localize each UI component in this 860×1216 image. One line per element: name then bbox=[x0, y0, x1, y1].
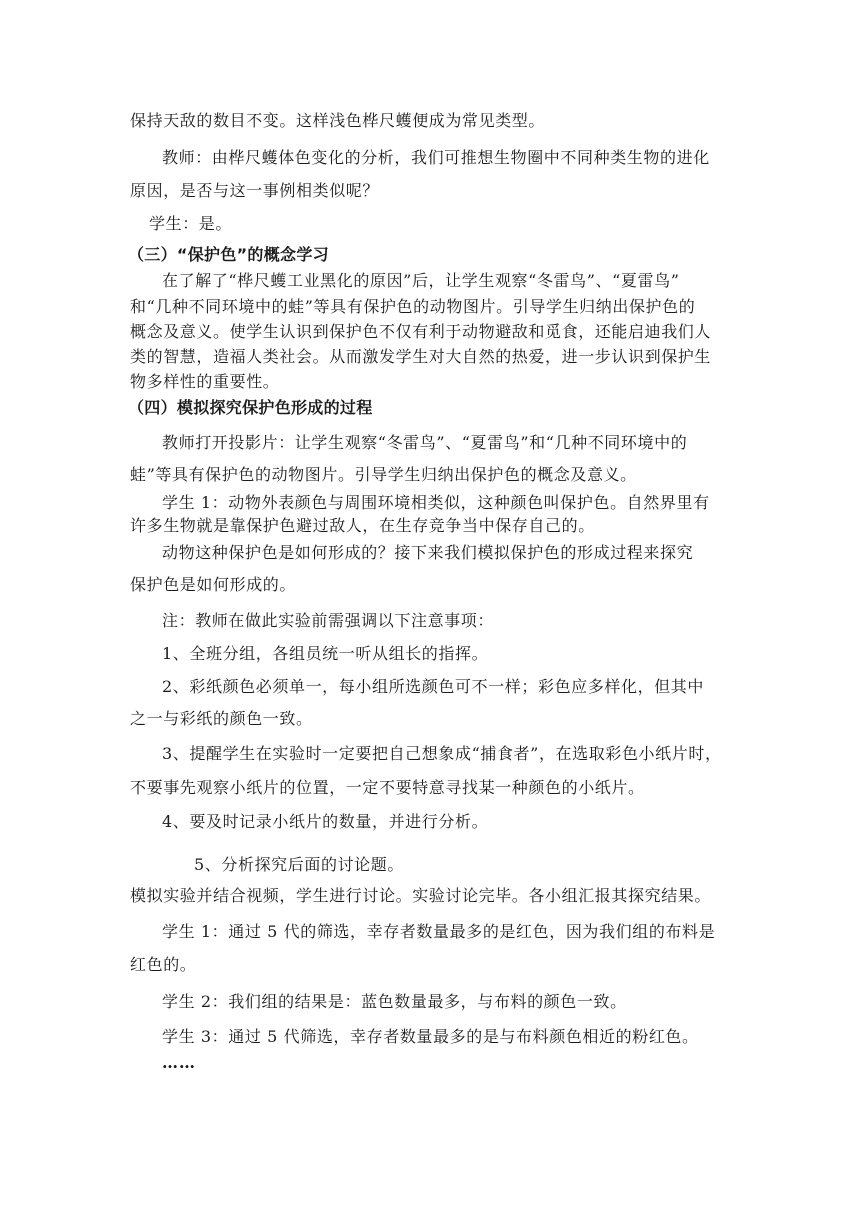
paragraph-line: 模拟实验并结合视频，学生进行讨论。实验讨论完毕。各小组汇报其探究结果。 bbox=[130, 886, 712, 905]
paragraph-line: 原因，是否与这一事例相类似呢？ bbox=[130, 181, 380, 200]
section-heading: （四）模拟探究保护色形成的过程 bbox=[128, 398, 373, 417]
paragraph-line: 学生 3：通过 5 代筛选，幸存者数量最多的是与布料颜色相近的粉红色。 bbox=[162, 1027, 699, 1046]
paragraph-line: 保持天敌的数目不变。这样浅色桦尺蠖便成为常见类型。 bbox=[130, 111, 546, 130]
paragraph-line: 动物这种保护色是如何形成的？接下来我们模拟保护色的形成过程来探究 bbox=[162, 543, 694, 562]
ellipsis: …… bbox=[162, 1053, 196, 1072]
paragraph-line: 在了解了“桦尺蠖工业黑化的原因”后，让学生观察“冬雷鸟”、“夏雷鸟” bbox=[162, 271, 680, 290]
paragraph-line: 注：教师在做此实验前需强调以下注意事项： bbox=[162, 611, 495, 630]
section-heading: （三）“保护色”的概念学习 bbox=[128, 245, 329, 264]
paragraph-line: 保护色是如何形成的。 bbox=[130, 575, 297, 594]
list-item: 4、要及时记录小纸片的数量，并进行分析。 bbox=[162, 812, 489, 831]
paragraph-line: 之一与彩纸的颜色一致。 bbox=[130, 709, 313, 728]
paragraph-line: 教师：由桦尺蠖体色变化的分析，我们可推想生物圈中不同种类生物的进化 bbox=[162, 148, 710, 167]
paragraph-line: 学生 2：我们组的结果是：蓝色数量最多，与布料的颜色一致。 bbox=[162, 992, 627, 1011]
paragraph-line: 物多样性的重要性。 bbox=[130, 372, 280, 391]
list-item: 3、提醒学生在实验时一定要把自己想象成“捕食者”，在选取彩色小纸片时， bbox=[162, 744, 722, 763]
paragraph-line: 教师打开投影片：让学生观察“冬雷鸟”、“夏雷鸟”和“几种不同环境中的 bbox=[162, 433, 688, 452]
paragraph-line: 概念及意义。使学生认识到保护色不仅有利于动物避敌和觅食，还能启迪我们人 bbox=[130, 322, 712, 341]
paragraph-line: 不要事先观察小纸片的位置，一定不要特意寻找某一种颜色的小纸片。 bbox=[130, 778, 645, 797]
paragraph-line: 蛙”等具有保护色的动物图片。引导学生归纳出保护色的概念及意义。 bbox=[130, 465, 637, 484]
paragraph-line: 红色的。 bbox=[130, 955, 197, 974]
list-item: 1、全班分组，各组员统一听从组长的指挥。 bbox=[162, 644, 489, 663]
paragraph-line: 类的智慧，造福人类社会。从而激发学生对大自然的热爱，进一步认识到保护生 bbox=[130, 347, 712, 366]
paragraph-line: 学生 1：动物外表颜色与周围环境相类似，这种颜色叫保护色。自然界里有 bbox=[162, 493, 710, 512]
list-item: 2、彩纸颜色必须单一，每小组所选颜色可不一样；彩色应多样化，但其中 bbox=[162, 677, 704, 696]
paragraph-line: 许多生物就是靠保护色避过敌人，在生存竞争当中保存自己的。 bbox=[130, 516, 595, 535]
paragraph-line: 和“几种不同环境中的蛙”等具有保护色的动物图片。引导学生归纳出保护色的 bbox=[130, 297, 696, 316]
paragraph-line: 学生：是。 bbox=[149, 214, 233, 233]
list-item: 5、分析探究后面的讨论题。 bbox=[194, 855, 404, 874]
paragraph-line: 学生 1：通过 5 代的筛选，幸存者数量最多的是红色，因为我们组的布料是 bbox=[162, 922, 716, 941]
